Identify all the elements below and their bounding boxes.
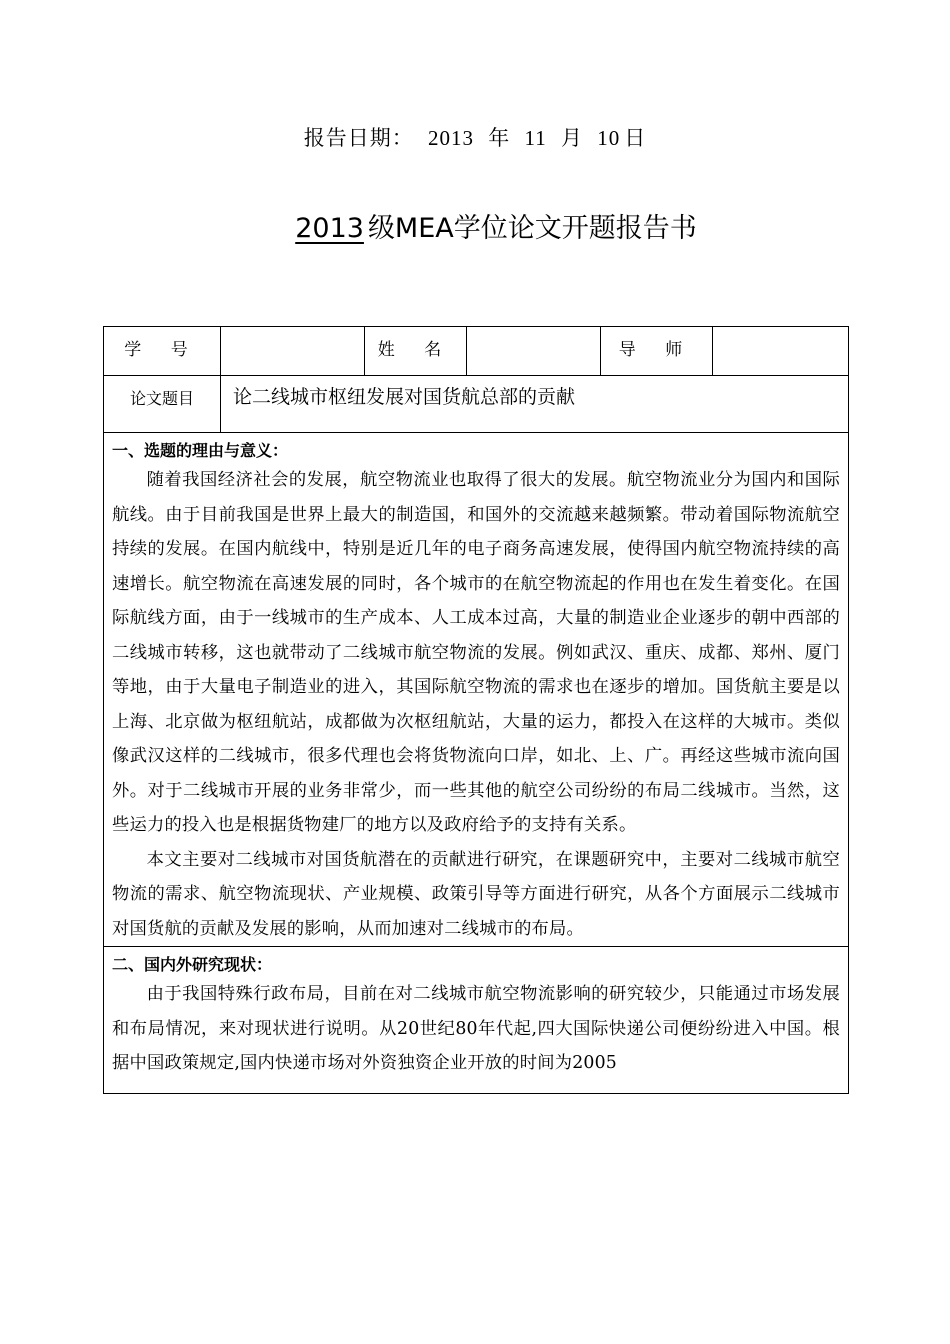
thesis-title-row [104, 376, 849, 433]
report-date [0, 122, 950, 152]
section-reason-paragraph-2: 本文主要对二线城市对国货航潜在的贡献进行研究，在课题研究中，主要对二线城市航空物流的需求、航空物流现状、产业规模、政策引导等方面进行研究，从各个方面展示二线城市对国货航的贡献及发展的影响，从而加速对二线城市的布局。 [112, 849, 840, 939]
report-date-day: 10 [597, 126, 621, 150]
section-research-paragraph-1: 由于我国特殊行政布局，目前在对二线城市航空物流影响的研究较少，只能通过市场发展和布局情况，来对现状进行说明。从20世纪80年代起,四大国际快递公司便纷纷进入中国。根据中国政策规定,国内快递市场对外资独资企业开放的时间为2005 [112, 984, 840, 1073]
section-research-row [104, 947, 849, 1094]
title-year: 2013 [295, 213, 364, 244]
page-title [0, 206, 950, 245]
section-reason-heading: 一、选题的理由与意义： [112, 441, 289, 460]
report-date-day-unit: 日 [624, 126, 647, 150]
report-date-label: 报告日期： [303, 126, 414, 150]
name-label: 姓 名 [365, 327, 467, 376]
title-text: 级MEA学位论文开题报告书 [367, 213, 697, 244]
report-date-year-unit: 年 [488, 126, 511, 150]
section-reason-row [104, 433, 849, 947]
advisor-field[interactable] [713, 327, 849, 376]
report-date-month-unit: 月 [560, 126, 583, 150]
advisor-label: 导 师 [601, 327, 713, 376]
section-research [104, 947, 849, 1094]
thesis-title-label: 论文题目 [104, 376, 221, 433]
report-date-year: 2013 [428, 126, 474, 150]
student-id-field[interactable] [221, 327, 365, 376]
section-research-heading: 二、国内外研究现状： [112, 955, 273, 974]
proposal-form-table [103, 326, 849, 1094]
report-date-month: 11 [524, 126, 547, 150]
thesis-title-value[interactable]: 论二线城市枢纽发展对国货航总部的贡献 [221, 376, 849, 433]
student-id-label: 学 号 [104, 327, 221, 376]
section-reason [104, 433, 849, 947]
name-field[interactable] [467, 327, 601, 376]
info-row [104, 327, 849, 376]
section-reason-paragraph-1: 随着我国经济社会的发展，航空物流业也取得了很大的发展。航空物流业分为国内和国际航线。由于目前我国是世界上最大的制造国，和国外的交流越来越频繁。带动着国际物流航空持续的发展。在国内航线中，特别是近几年的电子商务高速发展，使得国内航空物流持续的高速增长。航空物流在高速发展的同时，各个城市的在航空物流起的作用也在发生着变化。在国际航线方面，由于一线城市的生产成本、人工成本过高，大量的制造业企业逐步的朝中西部的二线城市转移，这也就带动了二线城市航空物流的发展。例如武汉、重庆、成都、郑州、厦门等地，由于大量电子制造业的进入，其国际航空物流的需求也在逐步的增加。国货航主要是以上海、北京做为枢纽航站，成都做为次枢纽航站，大量的运力，都投入在这样的大城市。类似像武汉这样的二线城市，很多代理也会将货物流向口岸，如北、上、广。再经这些城市流向国外。对于二线城市开展的业务非常少，而一些其他的航空公司纷纷的布局二线城市。当然，这些运力的投入也是根据货物建厂的地方以及政府给予的支持有关系。 [112, 470, 840, 835]
